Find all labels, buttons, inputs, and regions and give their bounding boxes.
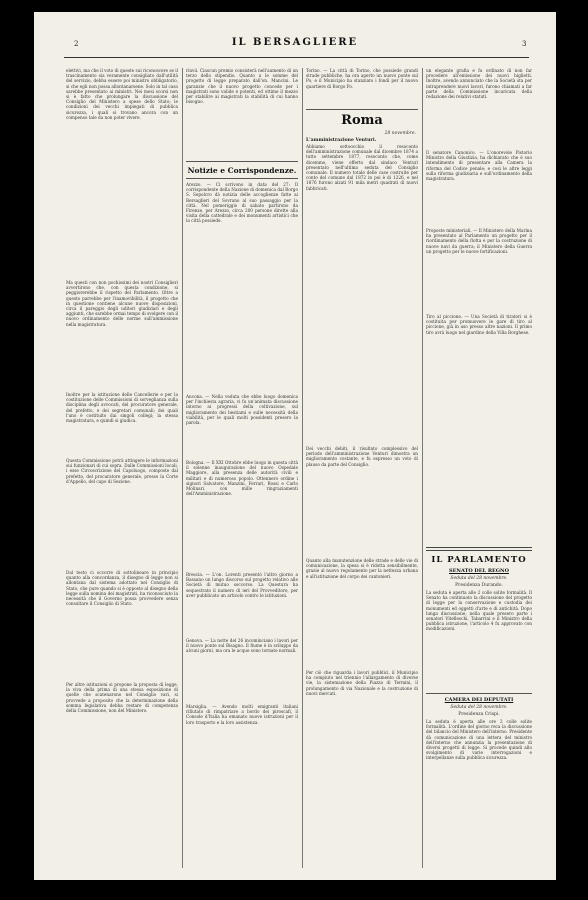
article-paragraph: rinvii. Ciascun premio consisterà nell'aumento di un terzo dello stipendio. Quanto a le somme del progetto di legge preparato dall'on. Mancini. Le garanzie che il nuovo progetto concede per i magistrati sono valide e potenti, ed ottime il mezzo per stabilire ai magistrati la stabilità di cui hanno bisogno. (186, 68, 298, 105)
dateline: 28 novembre. (384, 131, 416, 136)
article-paragraph: La seduta è aperta alle ore 2 colle solite formalità. L'ordine del giorno reca la discussione del bilancio del Ministero dell'interno. Presidente dà comunicazione di una lettera del ministro dell'interno che annunzia la presentazione di diversi progetti di legge. Si procede quindi allo svolgimento di varie interrogazioni e interpellanze sulla pubblica sicurezza. (426, 719, 532, 761)
section-rule (426, 547, 532, 551)
masthead-rule (64, 57, 529, 58)
article-paragraph: Per altre istituzioni si propone la proposta di legge, la viva della prima di una stessa esposizione di quelle che scatenarono nel Consiglio vari, si provvede a proposito che la determinazione della somma legislativa debba restare di competenza della Commissione, non del Ministero. (66, 682, 178, 714)
sitting-date: Seduta del 28 novembre. (450, 705, 508, 710)
page-number-right: 3 (522, 40, 528, 48)
article-paragraph: Proposte ministeriali. — Il Ministero della Marina ha presentato al Parlamento un progetto per il riordinamento della flotta e per la costruzione di nuove navi da guerra; il Ministero della Guerra un progetto per le nuove fortificazioni. (426, 228, 532, 254)
column-3 (306, 68, 418, 880)
page-number-left: 2 (74, 40, 80, 48)
article-paragraph: Per ciò che riguarda i lavori pubblici, il Municipio ha compiuto nel triennio l'allargamento di diverse vie, la sistemazione della Piazza di Termini, il prolungamento di via Nazionale e la costruzione di nuovi mercati. (306, 670, 418, 696)
column-1 (66, 68, 178, 880)
rome-heading: Roma (341, 113, 383, 128)
newspaper-title: IL BERSAGLIERE (231, 37, 359, 48)
senate-heading: SENATO DEL REGNO (449, 568, 509, 574)
presidency: Presidenza Durando. (455, 583, 503, 588)
column-divider (302, 68, 303, 868)
column-divider (182, 68, 183, 868)
article-paragraph: elettivi, ma che il voto di queste sui riconoscere se il trascinamento sia veramente consigliato dall'utilità del servizio, debba essere poi ministro obbligatorio, si che egli non possa allontanarsene. Solo in tal caso sarebbe presentato ai ministri. Nei mesi scorsi non si è fatto che prolungare la discussione del Consiglio del Ministero a spese dello Stato; le condizioni dei vecchi impiegati di pubblica sicurezza, i quali si trovano ancora con un compenso tale da non poter vivere. (66, 68, 178, 120)
news-heading: Notizie e Corrispondenze. (187, 166, 297, 175)
column-2 (186, 68, 298, 816)
article-paragraph: Inoltre per la istituzione delle Cancellerie e per la costituzione delle Commissioni di sorveglianza sulla disciplina degli avvocati, del procuratore generale, del prefetto, e dei segretari comunali; dei quali l'uno è costituito dai singoli collegi; la stessa magistratura, e quindi si giudica. (66, 392, 178, 424)
newspaper-page (34, 12, 556, 880)
article-paragraph: Arezzo. — Ci scrivono in data del 27: Il corrispondente della Nazione di domenica dal Borgo S. Sepolcro dà notizia delle accoglienze fatte ai Bersaglieri del Sovrano al suo passaggio per la città. Nel pomeriggio di sabato partirono da Firenze, per Arezzo, circa 200 persone dirette alla visita della cattedrale e dei monumenti artistici che la città possiede. (186, 182, 298, 224)
article-paragraph: Bologna. — Il XXI Ottobre ebbe luogo in questa città il solenne inaugurazione del nuovo Ospedale Maggiore, alla presenza delle autorità civili e militari e di numeroso popolo. Ottennero ordine i signori Salvatore, Manzini, Ferrari, Rossi e Carlo Molinari, con mille ringraziamenti dell'Amministrazione. (186, 460, 298, 497)
article-subheading: L'amministrazione Venturi. (306, 138, 377, 143)
masthead (34, 12, 556, 60)
article-paragraph: Questa Commissione potrà attingere le informazioni sui funzionari di cui sopra. Dalle Commissioni locali, i esse Circoscrizione del Capoluogo, composte dal prefetto, del procuratore generale, presso la Corte d'Appello, del capo di Sezione. (66, 458, 178, 484)
article-paragraph: La seduta è aperta alle 2 colle solite formalità. Il Senato ha continuato la discussione del progetto di legge per la conservazione e custodia dei monumenti ed oggetti d'arte e di antichità. Dopo lunga discussione, nella quale presero parte i senatori Vitelleschi, Tabarrini e il Ministro della pubblica istruzione, l'articolo 4 fu approvato con modificazioni. (426, 590, 532, 632)
article-paragraph: Ma questi con non pochissimi dei nostri Consiglieri avvertirono che, con questa condizione, si peggiorerebbe il rispetto del Parlamento. Oltre a questo parrebbe per l'inamovibilità, il progetto che in questione contiene alcune nuove disposizioni, circa il pareggio degli uditori giudiziari e degli aggiunti, che sarebbe ormai tempo di svolgere con il nuovo ordinamento delle norme sull'ammissione nella magistratura. (66, 280, 178, 327)
parliament-heading: IL PARLAMENTO (431, 555, 527, 565)
article-paragraph: Genova. — La notte del 26 incominciano i lavori per il nuovo ponte sul Bisagno. Il fiume è in sviluppo da alcuni giorni, ma ora le acque sono tornate normali. (186, 638, 298, 654)
article-paragraph: Ancona. — Nella veduta che ebbe luogo domenica per l'inchiesta agraria, vi fu un'animata discussione intorno ai progressi della coltivazione, sul miglioramento dei bestiami e sulle necessità della viabilità, per le quali molti possidenti presero la parola. (186, 394, 298, 426)
article-paragraph: Abbiamo sottoocchio il resoconto dell'amministrazione comunale dal dicembre 1874 a tutto settembre 1877, resoconto che, come dicemmo, viene offerto dal sindaco Venturi presentato nell'ultima seduta del Consiglio comunale. Il numero totale delle case costruite per conto del comune dal 1872 in poi è di 1226, e nel 1876 furono alzati 91 mila metri quadrati di nuovi fabbricati. (306, 144, 418, 191)
article-paragraph: Torino. — La città di Torino, che possiede grandi strade pubbliche, ha ora aperto un nuovo ponte sul Po, e il Municipio ha stanziato i fondi per il nuovo quartiere di Borgo Po. (306, 68, 418, 89)
chamber-heading: CAMERA DEI DEPUTATI (444, 697, 514, 703)
article-paragraph: Brescia. — L'on. Lorenti presentò l'altro giorno a Bassano un lungo discorso sul progetto relativo alle Società di mutuo soccorso. La Questura ha sequestrato il numero di ieri del Provveditore, per aver pubblicato un articolo contro le istituzioni. (186, 572, 298, 598)
article-paragraph: Marsiglia. — Avendo molti emigranti italiani rifiutato di rimpatriare a bordo dei piroscafi, il Console d'Italia ha emanato nuove istruzioni per il loro trasporto e la loro assistenza. (186, 704, 298, 725)
article-paragraph: Il senatore Canonico. — L'onorevole Pistorio Ministro della Giustizia, ha dichiarato che è suo intendimento di presentare alla Camera la riforma del Codice penale; e così le altre leggi sulla riforma giudiziaria e sull'ordinamento della magistratura. (426, 150, 532, 182)
article-paragraph: un elegante grafia e fu ordinato di non far procedere all'emissione dei nuovi biglietti. Inoltre, avendo annunciato che la Società sta per intraprendere nuovi lavori, furono chiamati a far parte della Commissione incaricata della redazione dei relativi statuti. (426, 68, 532, 100)
section-rule (186, 178, 298, 179)
sitting-date: Seduta del 28 novembre. (450, 576, 508, 581)
article-paragraph: Tiro al piccione. — Una Società di tiratori si è costituita per promuovere le gare di tiro al piccione, già in uso presso altre nazioni. Il primo tiro avrà luogo nel giardino della Villa Borghese. (426, 314, 532, 335)
article-paragraph: Dal testo ci occorre di sottolineare in principio quanto alla concordanza, il disegno di legge non si allontana dal sistema adottato nel Consiglio di Stato, che pure quando si è opposto al disegno della legge sulla nomina dei magistrati, ha riconosciuto la necessità che il Governo possa provvedere senza consultare il Consiglio di Stato. (66, 570, 178, 607)
presidency: Presidenza Crispi. (458, 712, 500, 717)
section-rule (306, 109, 418, 110)
section-rule (186, 161, 298, 162)
article-paragraph: Quanto alla manutenzione delle strade e delle vie di comunicazione, la spesa si è ridotta sensibilmente, grazie al nuovo regolamento per la nettezza urbana e all'istituzione del corpo dei cantonieri. (306, 558, 418, 579)
column-divider (422, 68, 423, 868)
article-paragraph: Dei vecchi debiti, il risultato complessivo del periodo dell'amministrazione Venturi dimostra un miglioramento costante, e fu espresso un voto di plauso da parte del Consiglio. (306, 446, 418, 467)
column-4 (426, 68, 532, 880)
section-rule (426, 693, 532, 694)
